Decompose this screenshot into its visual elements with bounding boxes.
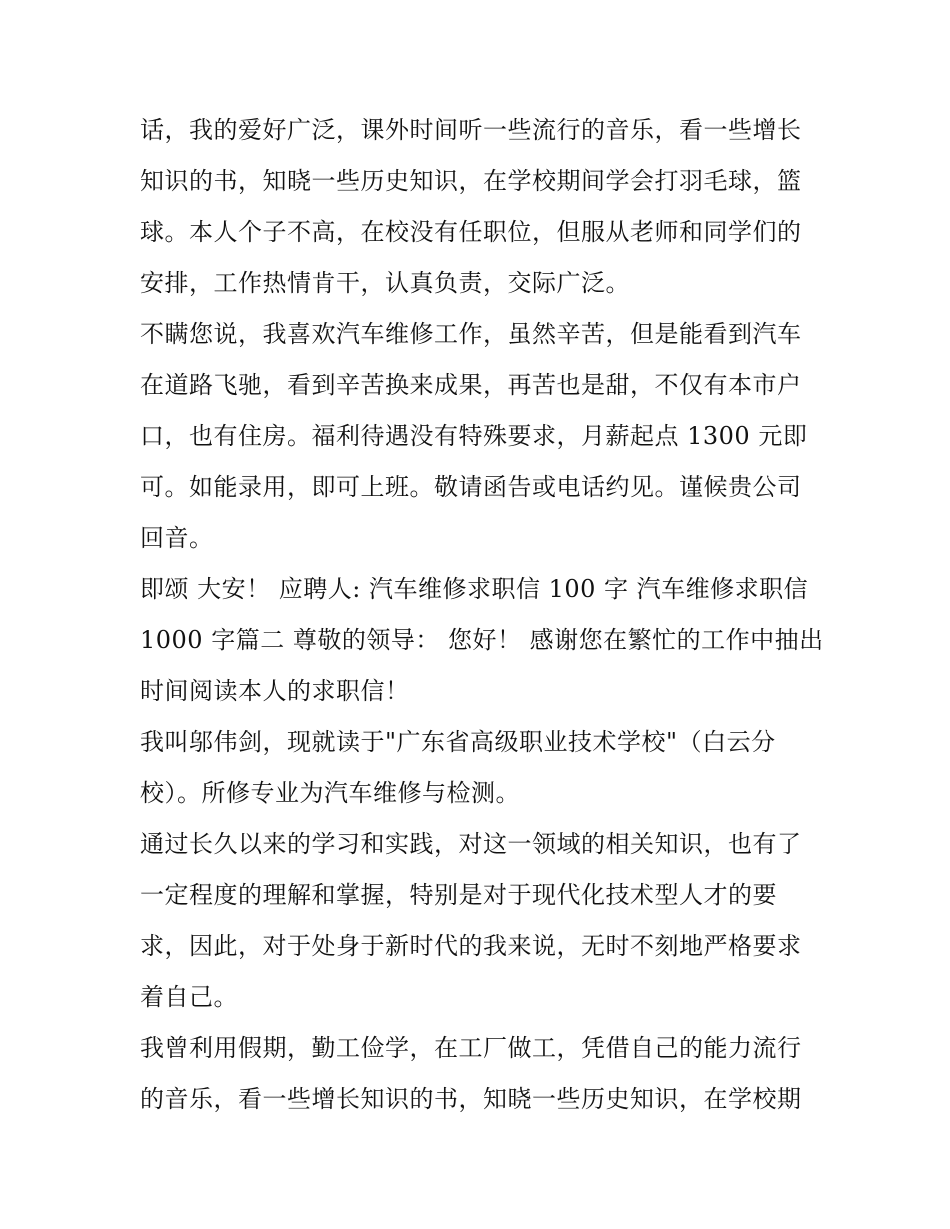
text-line: 即颂 大安！ 应聘人: 汽车维修求职信 100 字 汽车维修求职信 xyxy=(140,575,809,603)
text-line: 通过长久以来的学习和实践，对这一领域的相关知识，也有了 xyxy=(140,830,802,858)
text-line: 我曾利用假期，勤工俭学，在工厂做工，凭借自己的能力流行 xyxy=(140,1034,802,1062)
text-line: 可。如能录用，即可上班。敬请函告或电话约见。谨候贵公司 xyxy=(140,473,802,501)
text-line: 知识的书，知晓一些历史知识，在学校期间学会打羽毛球，篮 xyxy=(140,167,802,195)
text-line: 球。本人个子不高，在校没有任职位，但服从老师和同学们的 xyxy=(140,218,802,246)
text-line: 的音乐，看一些增长知识的书，知晓一些历史知识，在学校期 xyxy=(140,1085,802,1113)
text-line: 着自己。 xyxy=(140,983,238,1011)
document-body xyxy=(140,105,824,1125)
text-line: 校）。所修专业为汽车维修与检测。 xyxy=(140,779,520,807)
text-line: 1000 字篇二 尊敬的领导： 您好！ 感谢您在繁忙的工作中抽出 xyxy=(140,626,824,654)
text-line: 不瞒您说，我喜欢汽车维修工作，虽然辛苦，但是能看到汽车 xyxy=(140,320,802,348)
text-line: 口，也有住房。福利待遇没有特殊要求，月薪起点 1300 元即 xyxy=(140,422,808,450)
text-line: 时间阅读本人的求职信！ xyxy=(140,677,410,705)
text-line: 求，因此，对于处身于新时代的我来说，无时不刻地严格要求 xyxy=(140,932,802,960)
text-line: 一定程度的理解和掌握，特别是对于现代化技术型人才的要 xyxy=(140,881,777,909)
text-line: 我叫邬伟剑，现就读于"广东省高级职业技术学校"（白云分 xyxy=(140,728,776,756)
text-line: 回音。 xyxy=(140,524,214,552)
text-line: 话，我的爱好广泛，课外时间听一些流行的音乐，看一些增长 xyxy=(140,116,802,144)
text-line: 安排，工作热情肯干，认真负责，交际广泛。 xyxy=(140,269,630,297)
text-line: 在道路飞驰，看到辛苦换来成果，再苦也是甜，不仅有本市户 xyxy=(140,371,802,399)
